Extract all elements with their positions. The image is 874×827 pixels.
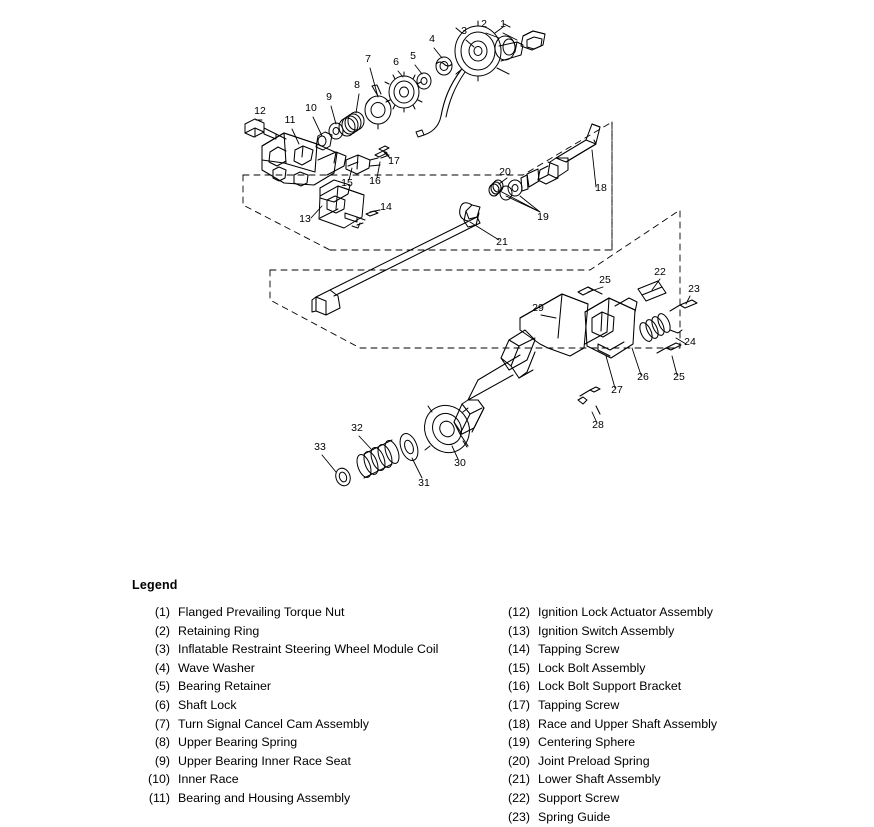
legend-title: Legend [132,578,178,592]
legend-item-number: (10) [147,772,170,787]
legend-item-label: Joint Preload Spring [538,753,650,768]
legend-item-number: (22) [507,790,530,805]
legend-item [132,697,492,714]
svg-text:27: 27 [611,384,623,396]
legend-item-number: (4) [154,660,170,675]
legend-item-label: Ignition Lock Actuator Assembly [538,605,713,619]
legend-column-right [492,604,852,827]
legend-item-number: (9) [154,753,170,768]
legend-item [492,809,852,826]
svg-text:23: 23 [688,283,700,295]
legend-item-number: (2) [154,623,170,638]
svg-text:6: 6 [393,56,399,68]
svg-text:25: 25 [599,274,611,286]
legend-item-label: Support Screw [538,790,620,805]
legend-column-left [132,604,492,827]
legend-item [132,604,492,621]
legend-item-label: Spring Guide [538,809,611,824]
legend-item [492,623,852,640]
legend-item [132,734,492,751]
legend-item [492,716,852,733]
legend-item [132,790,492,807]
legend-item-number: (1) [154,605,170,619]
legend-item-label: Bearing Retainer [178,679,271,694]
legend-item-number: (17) [507,697,530,712]
svg-text:5: 5 [410,50,416,62]
svg-text:1: 1 [500,18,506,30]
legend-item-number: (8) [154,735,170,750]
svg-text:10: 10 [305,102,317,114]
legend-item [492,678,852,695]
legend-item-number: (23) [507,809,530,824]
svg-text:31: 31 [418,477,430,489]
legend-item [132,660,492,677]
svg-text:25: 25 [673,371,685,383]
svg-text:32: 32 [351,422,363,434]
legend-item [492,734,852,751]
legend-item-number: (12) [507,605,530,619]
legend-item-label: Ignition Switch Assembly [538,623,675,638]
legend-item-label: Wave Washer [178,660,255,675]
legend-item [492,771,852,788]
svg-text:11: 11 [284,114,296,126]
legend-item [492,641,852,658]
legend-item-label: Retaining Ring [178,623,260,638]
svg-text:30: 30 [454,457,466,469]
svg-text:16: 16 [369,175,381,187]
legend-item-label: Inner Race [178,772,239,787]
svg-text:15: 15 [341,177,353,189]
legend-item [132,641,492,658]
svg-text:3: 3 [461,25,467,37]
legend-item [132,753,492,770]
svg-text:12: 12 [254,105,266,117]
svg-text:22: 22 [654,266,666,278]
svg-text:21: 21 [496,236,508,248]
svg-text:33: 33 [314,441,326,453]
legend-item-number: (11) [148,790,170,805]
legend-item-number: (5) [154,679,170,694]
legend-item-label: Upper Bearing Spring [178,735,298,750]
legend-item-label: Tapping Screw [538,642,620,657]
legend-item-number: (7) [154,716,170,731]
legend-item-number: (18) [507,716,530,731]
svg-text:19: 19 [537,211,549,223]
legend-item-label: Lower Shaft Assembly [538,772,661,787]
legend-item-label: Turn Signal Cancel Cam Assembly [178,716,369,731]
svg-text:4: 4 [429,33,435,45]
legend-item-number: (14) [507,642,530,657]
svg-text:7: 7 [365,53,371,65]
legend-item-label: Shaft Lock [178,697,237,712]
svg-text:14: 14 [380,201,392,213]
svg-text:24: 24 [684,336,696,348]
legend-item-number: (13) [507,623,530,638]
legend-item-number: (20) [507,753,530,768]
legend-item-number: (3) [154,642,170,657]
svg-text:17: 17 [388,155,400,167]
legend-item [492,604,852,621]
svg-text:13: 13 [299,213,311,225]
legend-item-number: (21) [507,772,530,787]
legend-item [492,753,852,770]
legend-item-label: Flanged Prevailing Torque Nut [178,605,345,619]
svg-text:8: 8 [354,79,360,91]
legend-item-number: (6) [154,697,170,712]
legend-item [132,716,492,733]
legend-item-label: Centering Sphere [538,735,636,750]
legend-item [492,697,852,714]
svg-text:28: 28 [592,419,604,431]
legend-item [492,660,852,677]
legend-item [132,771,492,788]
svg-text:20: 20 [499,166,511,178]
svg-text:18: 18 [595,182,607,194]
legend-item [132,623,492,640]
legend-item-label: Tapping Screw [538,697,620,712]
legend-item [492,790,852,807]
legend-item-number: (15) [507,660,530,675]
svg-text:29: 29 [532,302,544,314]
svg-text:9: 9 [326,91,332,103]
svg-text:26: 26 [637,371,649,383]
svg-text:2: 2 [481,18,487,30]
legend-item-label: Lock Bolt Assembly [538,660,646,675]
legend-item-label: Inflatable Restraint Steering Wheel Module Coil [178,642,439,657]
callout-numbers [254,18,700,489]
legend-item-label: Upper Bearing Inner Race Seat [178,753,351,768]
legend-item [132,678,492,695]
legend-item-label: Bearing and Housing Assembly [178,790,351,805]
legend-item-number: (16) [507,679,530,694]
legend-item-label: Race and Upper Shaft Assembly [538,716,718,731]
legend-item-number: (19) [507,735,530,750]
legend [132,578,852,827]
legend-item-label: Lock Bolt Support Bracket [538,679,682,694]
